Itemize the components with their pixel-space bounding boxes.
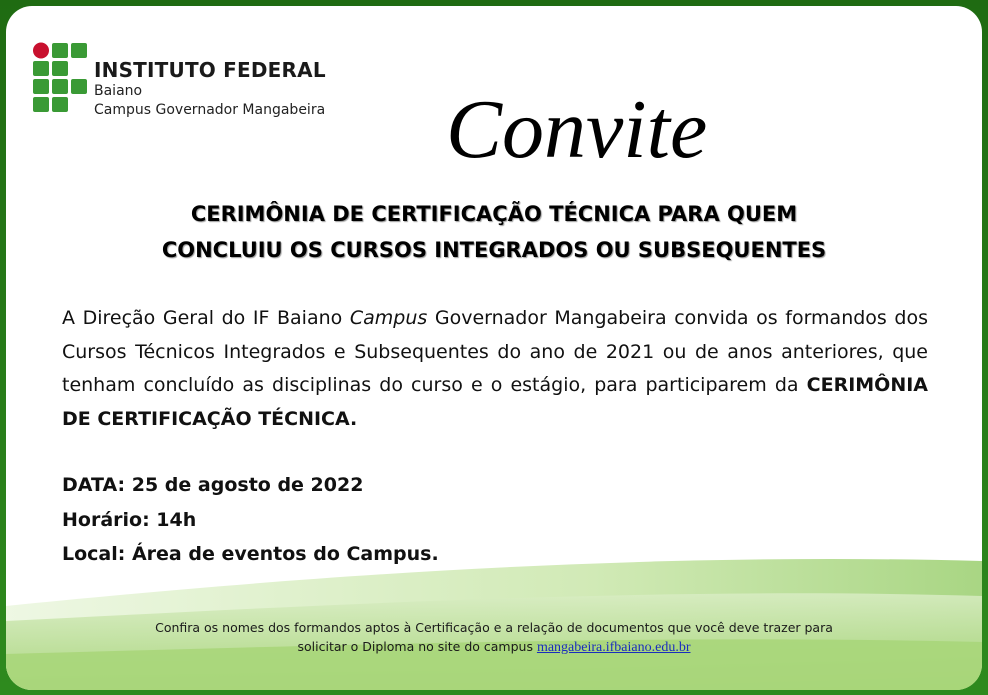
institution-campus: Campus Governador Mangabeira	[94, 102, 326, 118]
event-time: Horário: 14h	[62, 509, 197, 531]
if-baiano-logo	[32, 42, 92, 114]
invitation-text-part-2: Governador Mangabeira convida os formandos dos Cursos Técnicos Integrados e Subsequentes do ano de 2021 ou de anos anteriores, que tenham concluído as disciplinas do curso e o estágio, para participarem da	[62, 307, 928, 396]
footer-line-2-wrap	[6, 637, 982, 657]
headline-line-2: CONCLUIU OS CURSOS INTEGRADOS OU SUBSEQUENTES	[161, 238, 827, 262]
footer-note	[6, 618, 982, 657]
footer-line-1: Confira os nomes dos formandos aptos à Certificação e a relação de documentos que você deve trazer para	[155, 620, 833, 635]
institution-block	[94, 58, 326, 120]
event-date: DATA: 25 de agosto de 2022	[62, 474, 364, 496]
invitation-text-part-1: A Direção Geral do IF Baiano	[62, 307, 350, 329]
institution-region: Baiano	[94, 83, 143, 99]
campus-site-link[interactable]: mangabeira.ifbaiano.edu.br	[536, 640, 691, 655]
footer-line-2: solicitar o Diploma no site do campus	[297, 639, 537, 654]
invitation-text-event: CERIMÔNIA DE CERTIFICAÇÃO TÉCNICA.	[62, 374, 928, 430]
invitation-text-campus: Campus	[349, 307, 428, 329]
invitation-text	[62, 302, 928, 436]
event-place: Local: Área de eventos do Campus.	[62, 543, 439, 565]
headline-line-1: CERIMÔNIA DE CERTIFICAÇÃO TÉCNICA PARA QUEM	[190, 202, 798, 226]
page-title: Convite	[446, 83, 708, 176]
institution-name: INSTITUTO FEDERAL	[94, 58, 326, 82]
invitation-card	[6, 6, 982, 690]
